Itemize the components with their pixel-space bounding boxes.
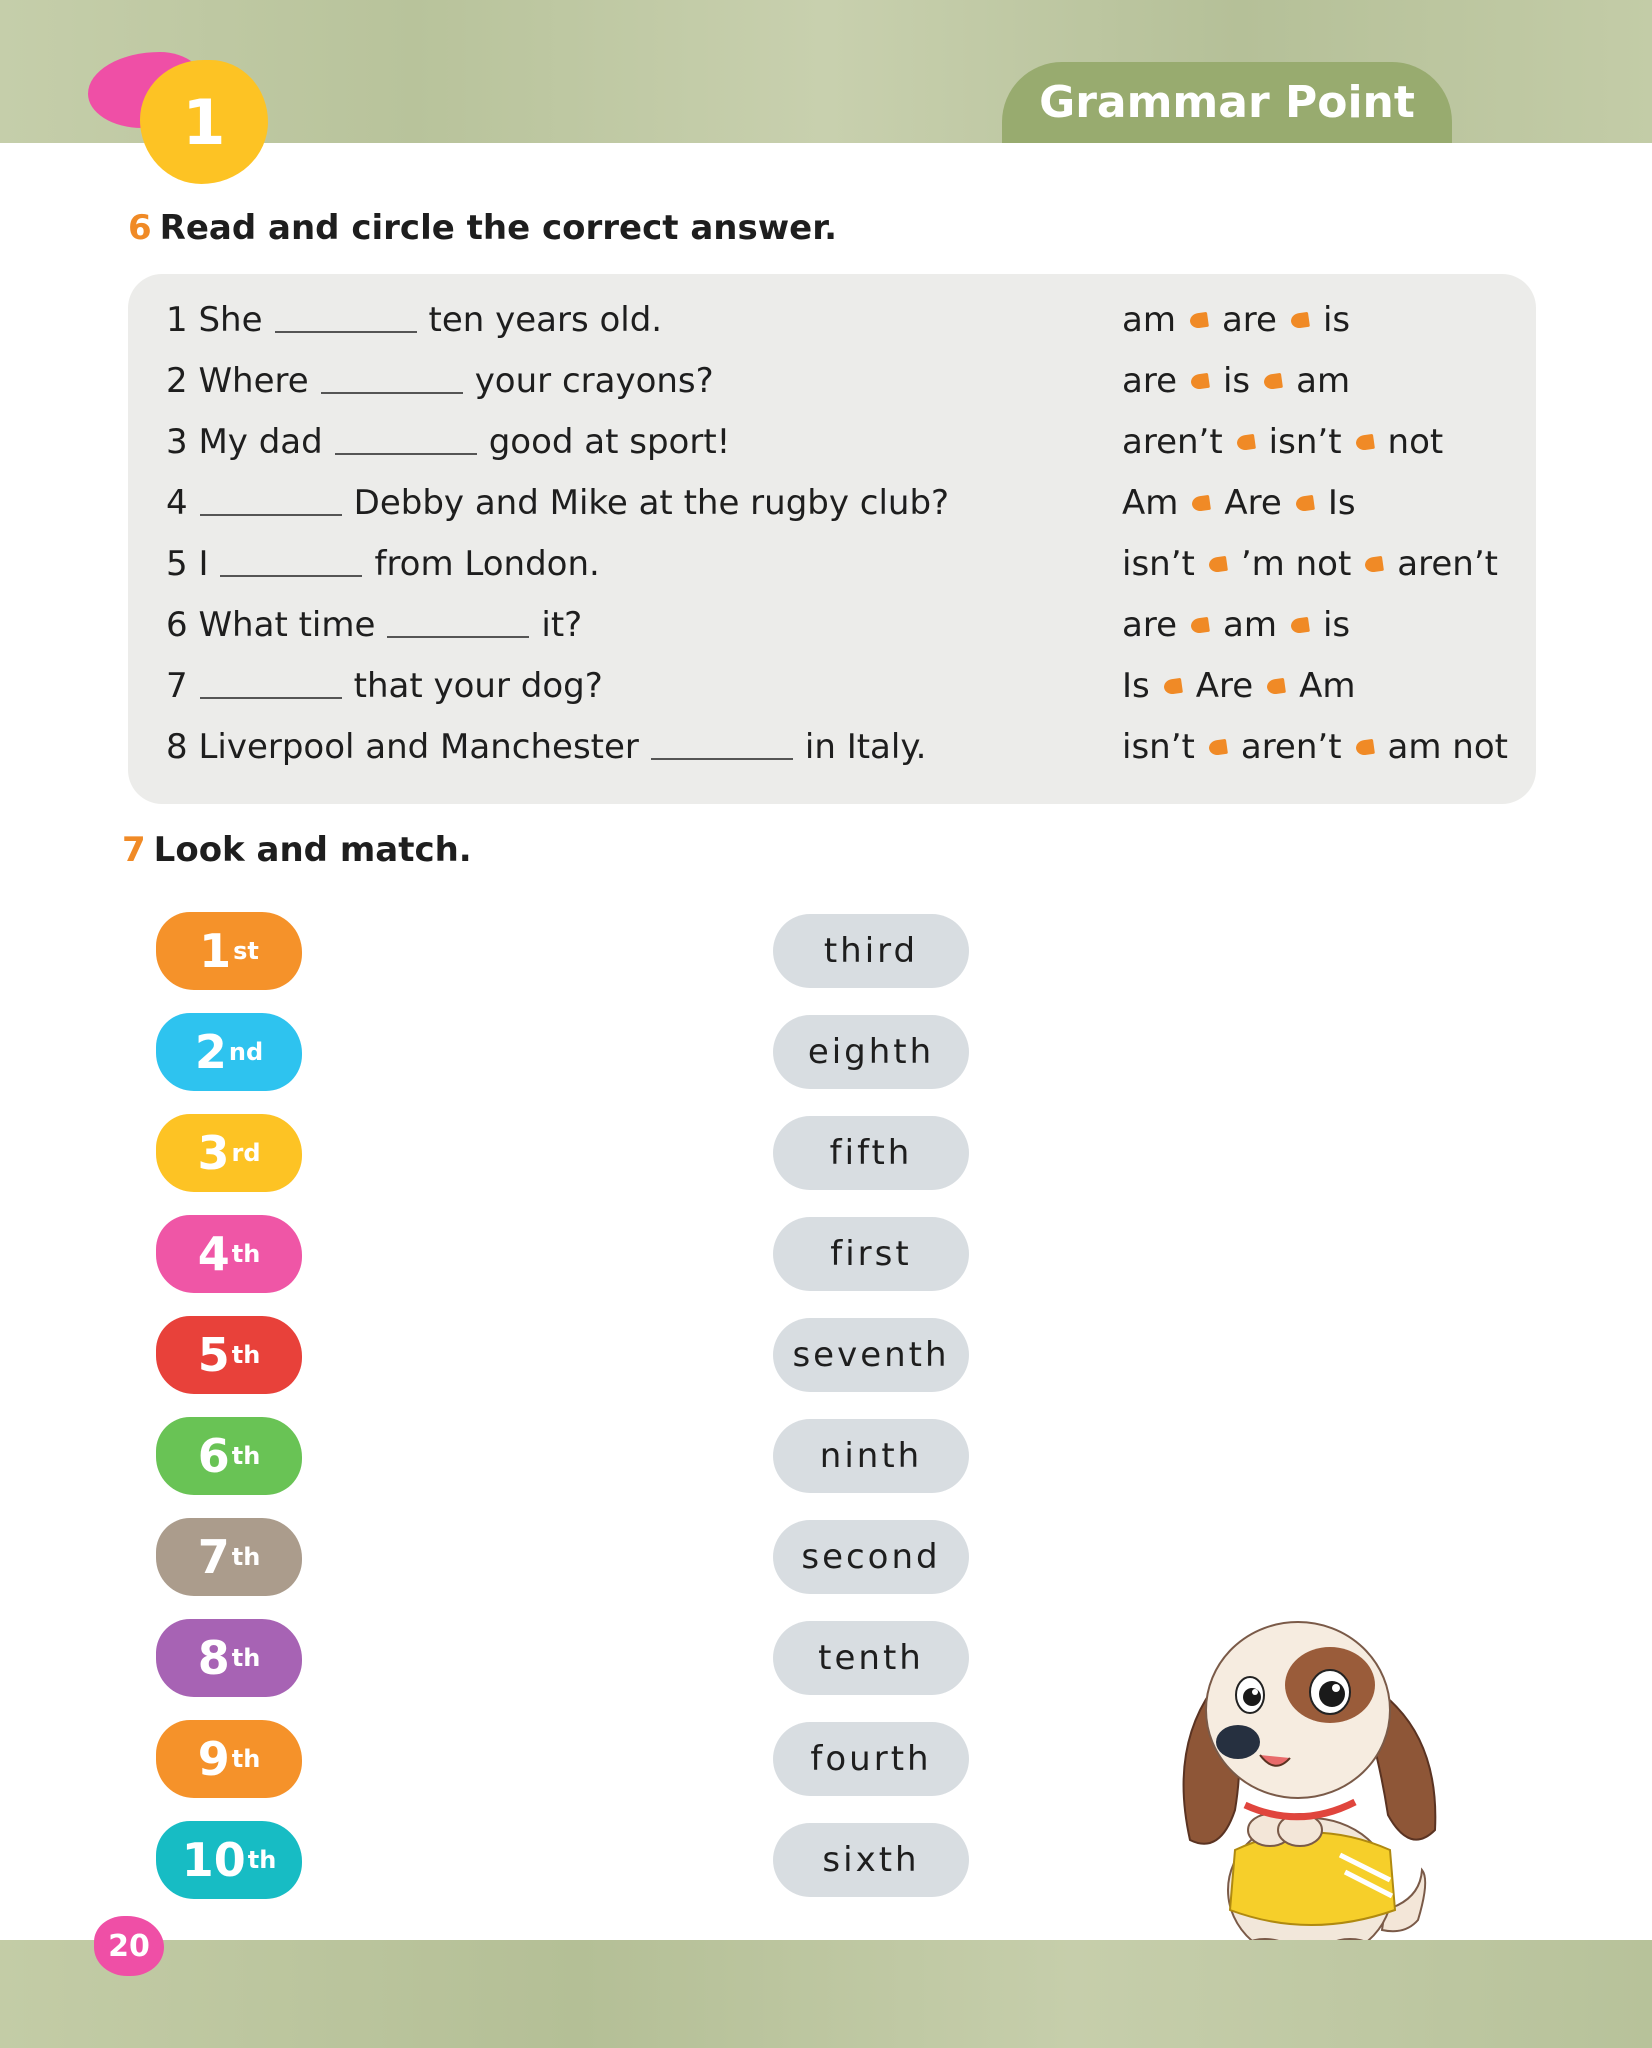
answer-options — [1122, 661, 1522, 711]
question-text-after: that your dog? — [353, 666, 603, 706]
answer-options — [1122, 356, 1522, 406]
ordinal-number: 1 — [199, 924, 232, 978]
ordinal-suffix: nd — [228, 1038, 264, 1066]
ordinal-word-pill[interactable]: fourth — [773, 1722, 969, 1796]
answer-options — [1122, 600, 1522, 650]
question-row — [166, 661, 1106, 711]
answer-blank[interactable] — [275, 307, 417, 333]
answer-option[interactable]: ’m not — [1240, 544, 1352, 584]
answer-option[interactable]: Am — [1122, 483, 1179, 523]
question-text-after: your crayons? — [474, 361, 714, 401]
question-row — [166, 539, 1106, 589]
unit-badge — [88, 48, 288, 188]
answer-option[interactable]: am — [1222, 605, 1277, 645]
arrow-bullet-icon — [1355, 433, 1375, 450]
unit-number: 1 — [182, 85, 226, 159]
arrow-bullet-icon — [1263, 372, 1283, 389]
question-text-after: it? — [541, 605, 583, 645]
arrow-bullet-icon — [1189, 311, 1209, 328]
answer-option[interactable]: isn’t — [1122, 544, 1195, 584]
answer-options — [1122, 295, 1522, 345]
answer-blank[interactable] — [321, 368, 463, 394]
ordinal-pill[interactable] — [156, 1114, 302, 1192]
ordinal-word-pill[interactable]: seventh — [773, 1318, 969, 1392]
arrow-bullet-icon — [1190, 372, 1210, 389]
ordinal-word-pill[interactable]: third — [773, 914, 969, 988]
ordinal-pill[interactable] — [156, 912, 302, 990]
answer-option[interactable]: Are — [1195, 666, 1254, 706]
question-row — [166, 478, 1106, 528]
ordinal-pill[interactable] — [156, 1215, 302, 1293]
ordinal-word-pill[interactable]: eighth — [773, 1015, 969, 1089]
arrow-bullet-icon — [1295, 494, 1315, 511]
ordinal-number: 7 — [197, 1530, 230, 1584]
exercise-7-instruction: Look and match. — [153, 830, 472, 870]
ordinal-suffix: th — [231, 1341, 261, 1369]
arrow-bullet-icon — [1364, 555, 1384, 572]
exercise-6-number: 6 — [128, 208, 152, 248]
answer-option[interactable]: am not — [1387, 727, 1508, 767]
ordinal-number: 8 — [197, 1631, 230, 1685]
ordinal-word-pill[interactable]: fifth — [773, 1116, 969, 1190]
arrow-bullet-icon — [1163, 677, 1183, 694]
answer-options — [1122, 722, 1522, 772]
ordinal-pill[interactable] — [156, 1316, 302, 1394]
answer-blank[interactable] — [387, 612, 529, 638]
ordinal-suffix: rd — [231, 1139, 261, 1167]
answer-option[interactable]: isn’t — [1122, 727, 1195, 767]
arrow-bullet-icon — [1266, 677, 1286, 694]
question-text-before: 4 — [166, 483, 188, 523]
answer-blank[interactable] — [200, 490, 342, 516]
answer-blank[interactable] — [651, 734, 793, 760]
answer-options — [1122, 478, 1522, 528]
question-row — [166, 417, 1106, 467]
arrow-bullet-icon — [1191, 494, 1211, 511]
question-row — [166, 722, 1106, 772]
puppy-illustration — [1150, 1580, 1450, 1980]
question-text-before: 6 What time — [166, 605, 376, 645]
answer-option[interactable]: aren’t — [1240, 727, 1342, 767]
ordinal-suffix: th — [231, 1644, 261, 1672]
question-text-before: 7 — [166, 666, 188, 706]
answer-option[interactable]: isn’t — [1268, 422, 1342, 462]
question-text-after: Debby and Mike at the rugby club? — [353, 483, 950, 523]
exercise-6-heading — [128, 208, 837, 248]
ordinal-suffix: th — [231, 1745, 261, 1773]
question-text-after: in Italy. — [804, 727, 927, 767]
section-title: Grammar Point — [1002, 62, 1452, 143]
ordinal-number: 3 — [197, 1126, 230, 1180]
ordinal-word-pill[interactable]: sixth — [773, 1823, 969, 1897]
arrow-bullet-icon — [1208, 738, 1228, 755]
footer-band — [0, 1940, 1652, 2048]
ordinal-number: 10 — [181, 1833, 246, 1887]
question-row — [166, 295, 1106, 345]
arrow-bullet-icon — [1208, 555, 1228, 572]
ordinal-number: 9 — [197, 1732, 230, 1786]
answer-option[interactable]: are — [1122, 361, 1177, 401]
question-text-after: ten years old. — [428, 300, 663, 340]
ordinal-suffix: th — [231, 1442, 261, 1470]
ordinal-suffix: th — [231, 1543, 261, 1571]
ordinal-pill[interactable] — [156, 1619, 302, 1697]
answer-option[interactable]: is — [1322, 300, 1351, 340]
answer-option[interactable]: aren’t — [1122, 422, 1223, 462]
answer-option[interactable]: Is — [1327, 483, 1356, 523]
question-text-before: 1 She — [166, 300, 263, 340]
ordinal-word-pill[interactable]: ninth — [773, 1419, 969, 1493]
answer-blank[interactable] — [335, 429, 477, 455]
answer-option[interactable]: is — [1222, 361, 1251, 401]
question-text-before: 2 Where — [166, 361, 309, 401]
answer-options — [1122, 539, 1522, 589]
ordinal-word-pill[interactable]: second — [773, 1520, 969, 1594]
ordinal-pill[interactable] — [156, 1821, 302, 1899]
arrow-bullet-icon — [1190, 616, 1210, 633]
ordinal-word-pill[interactable]: tenth — [773, 1621, 969, 1695]
ordinal-suffix: th — [231, 1240, 261, 1268]
exercise-7-number: 7 — [122, 830, 146, 870]
answer-option[interactable]: am — [1122, 300, 1176, 340]
question-text-after: from London. — [374, 544, 600, 584]
ordinal-suffix: st — [233, 937, 259, 965]
ordinal-pill[interactable] — [156, 1518, 302, 1596]
answer-option[interactable]: are — [1221, 300, 1277, 340]
ordinal-number: 6 — [197, 1429, 230, 1483]
question-text-before: 8 Liverpool and Manchester — [166, 727, 639, 767]
ordinal-pill[interactable] — [156, 1013, 302, 1091]
answer-option[interactable]: Am — [1299, 666, 1356, 706]
arrow-bullet-icon — [1236, 433, 1256, 450]
answer-option[interactable]: are — [1122, 605, 1177, 645]
answer-option[interactable]: Is — [1122, 666, 1150, 706]
answer-option[interactable]: am — [1296, 361, 1351, 401]
question-row — [166, 356, 1106, 406]
answer-blank[interactable] — [220, 551, 362, 577]
ordinal-suffix: th — [247, 1846, 277, 1874]
answer-option[interactable]: not — [1387, 422, 1444, 462]
answer-blank[interactable] — [200, 673, 342, 699]
page-number: 20 — [94, 1916, 164, 1976]
arrow-bullet-icon — [1290, 311, 1310, 328]
answer-option[interactable]: is — [1322, 605, 1351, 645]
answer-option[interactable]: aren’t — [1397, 544, 1498, 584]
ordinal-number: 4 — [197, 1227, 230, 1281]
question-text-before: 3 My dad — [166, 422, 323, 462]
exercise-7-heading — [122, 830, 472, 870]
question-row — [166, 600, 1106, 650]
arrow-bullet-icon — [1290, 616, 1310, 633]
ordinal-number: 5 — [197, 1328, 230, 1382]
arrow-bullet-icon — [1355, 738, 1375, 755]
answer-options — [1122, 417, 1522, 467]
ordinal-number: 2 — [194, 1025, 227, 1079]
question-text-after: good at sport! — [488, 422, 731, 462]
answer-option[interactable]: Are — [1224, 483, 1282, 523]
ordinal-pill[interactable] — [156, 1720, 302, 1798]
ordinal-word-pill[interactable]: first — [773, 1217, 969, 1291]
question-text-before: 5 I — [166, 544, 209, 584]
exercise-6-instruction: Read and circle the correct answer. — [159, 208, 838, 248]
ordinal-pill[interactable] — [156, 1417, 302, 1495]
